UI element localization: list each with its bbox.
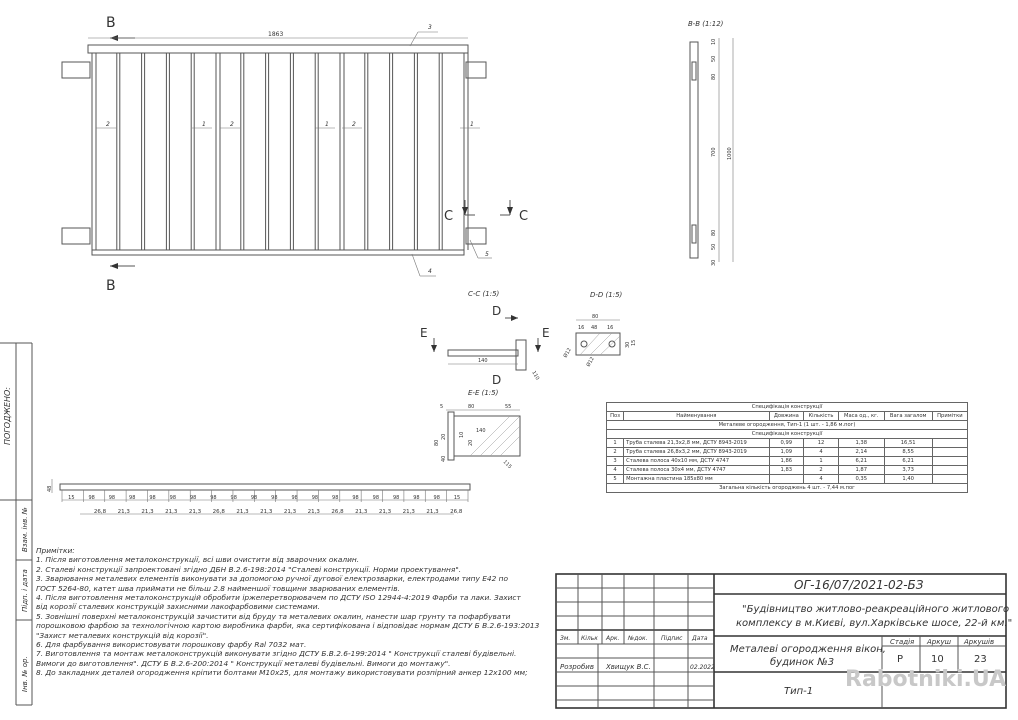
table-row — [607, 466, 968, 475]
table-cell: Труба сталева 21,3х2,8 мм, ДСТУ 8943-2019 — [624, 439, 769, 448]
cc-dim-140: 140 — [478, 358, 488, 364]
col-change: Зм. — [560, 635, 571, 642]
table-cell — [769, 475, 804, 484]
table-cell: 3 — [607, 457, 624, 466]
table-cell: 3,73 — [884, 466, 932, 475]
col-date: Дата — [692, 635, 708, 642]
bottom-low-dim: 21,3 — [165, 509, 178, 515]
table-cell: 1,86 — [769, 457, 804, 466]
doc-code: ОГ-16/07/2021-02-БЗ — [794, 578, 924, 592]
signature-date-label: Підп. і дата — [21, 569, 29, 612]
note-line: 3. Зварювання металевих елементів виконувати за допомогою ручної дугової електрозварки, електродами типу Е42 по — [36, 574, 509, 584]
replaced-inv-label: Взам. інв. № — [21, 507, 29, 552]
bottom-top-dim: 98 — [230, 495, 237, 501]
section-ee — [434, 389, 520, 470]
col-qty: Кільк — [581, 635, 598, 642]
notes-title: Примітки: — [36, 546, 75, 555]
bb-total-dim: 1000 — [727, 147, 733, 160]
sheets-value: 23 — [974, 654, 987, 665]
ee-dim-55: 55 — [505, 404, 512, 410]
bottom-top-dim: 98 — [149, 495, 156, 501]
table-cell: 4 — [607, 466, 624, 475]
bottom-low-dim: 21,3 — [378, 509, 392, 515]
developer-date: 02.2022 — [690, 664, 715, 671]
ee-dim-80v: 80 — [434, 439, 440, 446]
bottom-top-dim: 98 — [88, 495, 95, 501]
table-cell: 6,21 — [884, 457, 932, 466]
bottom-top-dim: 98 — [392, 495, 400, 501]
table-cell: 16,51 — [884, 439, 932, 448]
drawing-title-1: Металеві огородження вікон, — [730, 644, 886, 655]
section-cc-title: C-C (1:5) — [468, 290, 500, 298]
table-cell: 0,35 — [838, 475, 884, 484]
bb-dim-50b: 50 — [711, 243, 717, 250]
spec-footer: Загальна кількість огороджень 4 шт. - 7,44 м.пог — [607, 484, 968, 493]
table-cell: 1,87 — [838, 466, 884, 475]
bottom-top-dim: 98 — [271, 495, 278, 501]
sheet-label: Аркуш — [927, 638, 952, 646]
bb-dim-80b: 80 — [711, 229, 717, 236]
bb-dim-30: 30 — [711, 259, 717, 266]
callout-5: 5 — [485, 251, 489, 258]
spec-col-mass: Маса од., кг. — [838, 412, 884, 421]
section-e-left: E — [420, 326, 428, 340]
spec-col-len: Довжина — [769, 412, 804, 421]
note-line: 2. Сталеві конструкції запроектовані згідно ДБН В.2.6-198:2014 "Сталеві конструкції. Норми проектування". — [36, 564, 462, 574]
table-row — [607, 457, 968, 466]
project-line-1: "Будівництво житлово-реакреаційного житлового — [742, 604, 1010, 615]
table-cell: 2 — [607, 448, 624, 457]
bb-dim-80: 80 — [711, 73, 717, 80]
note-line: 7. Виготовлення та монтаж металоконструкцій виконувати згідно ДСТУ Б.В.2.6-199:2014 " Конструкції сталеві будівельні. — [36, 649, 517, 659]
spec-col-total: Вага загалом — [884, 412, 932, 421]
table-cell: 5 — [607, 475, 624, 484]
table-cell: 2 — [804, 466, 839, 475]
bottom-low-dim: 26,8 — [331, 509, 344, 515]
note-line: 1. Після виготовлення металоконструкції, всі шви очистити від зварочних окалин. — [36, 555, 360, 565]
dd-dim-48: 48 — [591, 325, 598, 331]
drawing-title-2: будинок №3 — [770, 657, 835, 668]
table-cell: 4 — [804, 448, 839, 457]
callout-3: 3 — [428, 24, 432, 31]
bb-dim-700: 700 — [711, 147, 717, 157]
section-c-left: C — [444, 209, 454, 224]
col-sign: Підпис — [661, 635, 683, 642]
section-bb-title: B-B (1:12) — [688, 20, 724, 28]
table-cell: 1,09 — [769, 448, 804, 457]
note-line: порошковою фарбою за технологічною картою виробника фарби, яка сертифікована і відповідає нормам ДСТУ Б В.2.6-193:2013 — [36, 621, 540, 631]
table-cell — [932, 448, 967, 457]
stage-label: Стадія — [890, 638, 915, 646]
bottom-top-dim: 98 — [291, 495, 298, 501]
note-line: 8. До закладних деталей огородження кріпити болтами М10х25, для монтажу використовувати розпірний анкер 12х100 мм; — [36, 668, 528, 678]
bottom-top-dim: 98 — [413, 495, 420, 501]
col-sheet: Арк. — [606, 635, 620, 642]
section-dd-title: D-D (1:5) — [590, 291, 623, 299]
original-inv-label: Інв. № ор. — [21, 656, 29, 692]
bottom-top-dim: 98 — [372, 495, 380, 501]
bottom-low-dim: 21,3 — [260, 509, 273, 515]
bottom-top-dim: 98 — [189, 495, 197, 501]
callout-two: 2 — [230, 121, 234, 128]
dd-diam-left: Ø12 — [562, 347, 573, 359]
dd-diam-right: Ø12 — [585, 356, 596, 368]
bottom-low-dim: 21,3 — [283, 509, 297, 515]
note-line: від корозії сталевих конструкцій захисними лакофарбовими системами. — [36, 602, 320, 612]
bb-dim-10: 10 — [711, 38, 717, 45]
dd-dim-30: 30 — [625, 341, 631, 348]
table-cell: 2,14 — [838, 448, 884, 457]
table-cell — [932, 475, 967, 484]
bottom-low-dim: 21,3 — [188, 509, 202, 515]
table-cell — [932, 439, 967, 448]
section-b-bottom: B — [106, 278, 116, 294]
note-line: 6. Для фарбування використовувати порошкову фарбу Ral 7032 мат. — [36, 640, 307, 650]
table-cell: Монтажна пластина 185х80 мм — [624, 475, 769, 484]
bottom-low-dim: 21,3 — [402, 509, 415, 515]
ee-dim-140: 140 — [476, 428, 486, 434]
bottom-top-dim: 98 — [169, 495, 177, 501]
dd-dim-80: 80 — [592, 314, 599, 320]
bottom-low-dim: 26,8 — [93, 509, 107, 515]
note-line: 5. Зовнішні поверхні металоконструкцій зачистити від бруду та металевих окалин, нанести шар грунту та пофарбувати — [36, 611, 511, 621]
side-stamp — [0, 343, 32, 705]
table-cell: 6,21 — [838, 457, 884, 466]
table-cell — [932, 457, 967, 466]
table-row — [607, 475, 968, 484]
bottom-low-dim: 26,8 — [450, 509, 463, 515]
table-cell: 1,83 — [769, 466, 804, 475]
bottom-top-dim: 15 — [68, 495, 75, 501]
table-cell: 1,38 — [838, 439, 884, 448]
bottom-top-dim: 98 — [332, 495, 339, 501]
note-line: "Захист металевих конструкцій від корозії". — [36, 630, 209, 640]
ee-dim-115: 115 — [501, 459, 513, 471]
section-e-right: E — [542, 326, 550, 340]
bb-dim-50: 50 — [711, 55, 717, 62]
spec-subtitle: Специфікація конструкції — [607, 430, 968, 439]
spec-group: Металеве огородження, Тип-1 (1 шт. - 1,86 м.пог) — [607, 421, 968, 430]
table-cell: 4 — [804, 475, 839, 484]
bottom-top-dim: 98 — [433, 495, 440, 501]
type-label: Тип-1 — [784, 686, 814, 697]
developer-name: Хвищук В.С. — [606, 663, 651, 671]
section-dd — [562, 291, 637, 368]
dd-dim-16b: 16 — [607, 325, 614, 331]
callout-one: 1 — [202, 121, 206, 128]
project-line-2: комплексу в м.Києві, вул.Харківське шосе, 22-й км." — [736, 618, 1013, 629]
spec-col-notes: Примітки — [932, 412, 967, 421]
bottom-low-dim: 21,3 — [236, 509, 249, 515]
bottom-top-dim: 98 — [210, 495, 217, 501]
spec-table — [606, 402, 968, 493]
bottom-top-dim: 98 — [311, 495, 319, 501]
callout-two: 2 — [352, 121, 356, 128]
ee-dim-40: 40 — [441, 455, 447, 462]
bottom-left-dim: 48 — [47, 485, 53, 492]
callout-4: 4 — [428, 268, 432, 275]
table-cell: 8,55 — [884, 448, 932, 457]
spec-col-qty: Кількість — [804, 412, 839, 421]
sheets-label: Аркушів — [964, 638, 995, 646]
cc-dim-110: 110 — [530, 370, 541, 382]
section-d-bottom: D — [492, 373, 502, 387]
notes-block — [36, 546, 556, 678]
ee-dim-10: 10 — [459, 431, 465, 438]
section-bb — [688, 20, 733, 266]
sheet-value: 10 — [931, 654, 944, 665]
section-c-right: C — [519, 209, 529, 224]
bottom-low-dim: 21,3 — [307, 509, 320, 515]
spec-col-name: Найменування — [624, 412, 769, 421]
section-ee-title: E-E (1:5) — [468, 389, 499, 397]
section-cc — [420, 290, 550, 387]
table-row — [607, 448, 968, 457]
note-line: Вимоги до виготовлення". ДСТУ Б В.2.6-200:2014 " Конструкції металеві будівельні. Вимоги до монтажу". — [36, 658, 451, 668]
bottom-plan — [47, 479, 470, 515]
bottom-top-dim: 98 — [352, 495, 359, 501]
bottom-top-dim: 98 — [108, 495, 116, 501]
bottom-top-dim: 98 — [129, 495, 136, 501]
table-cell: 1 — [607, 439, 624, 448]
spec-col-pos: Поз — [607, 412, 624, 421]
bottom-low-dim: 21,3 — [117, 509, 130, 515]
table-cell: 1,40 — [884, 475, 932, 484]
developer-role: Розробив — [560, 663, 594, 671]
col-doc: №док. — [628, 635, 648, 642]
note-line: ГОСТ 5264-80, катет шва приймати не більш 2.8 найменшої товщини зварюваних елементів. — [36, 583, 400, 593]
bottom-top-dim: 98 — [250, 495, 258, 501]
table-cell: Труба сталева 26,8х3,2 мм, ДСТУ 8943-2019 — [624, 448, 769, 457]
table-cell: 12 — [804, 439, 839, 448]
approved-label: ПОГОДЖЕНО: — [3, 387, 12, 445]
ee-dim-80: 80 — [468, 404, 475, 410]
ee-dim-5: 5 — [440, 404, 444, 410]
table-row — [607, 439, 968, 448]
title-block — [556, 574, 1012, 708]
ee-dim-20b: 20 — [468, 439, 474, 446]
callout-two: 2 — [106, 121, 110, 128]
dd-dim-16a: 16 — [578, 325, 585, 331]
ee-dim-20a: 20 — [441, 433, 447, 440]
dd-dim-15: 15 — [631, 339, 637, 346]
table-cell — [932, 466, 967, 475]
note-line: 4. Після виготовлення металоконструкцій обробити іржеперетворювачем по ДСТУ ISO 12944-4:2019 Фарби та лаки. Захист — [36, 593, 521, 603]
callout-one: 1 — [470, 121, 474, 128]
bottom-low-dim: 21,3 — [141, 509, 154, 515]
section-d-top: D — [492, 304, 502, 318]
bottom-low-dim: 21,3 — [426, 509, 439, 515]
bottom-low-dim: 26,8 — [212, 509, 225, 515]
table-cell: 0,99 — [769, 439, 804, 448]
spec-title: Специфікація конструкції — [607, 403, 968, 412]
bottom-top-dim: 15 — [453, 495, 461, 501]
section-b-top: B — [106, 15, 116, 31]
table-cell: 1 — [804, 457, 839, 466]
table-cell: Сталева полоса 40х10 мм, ДСТУ 4747 — [624, 457, 769, 466]
main-elevation — [62, 15, 528, 294]
watermark: Rabotniki.UA — [845, 667, 1007, 692]
stage-value: Р — [897, 654, 904, 665]
overall-width-dim: 1863 — [268, 31, 284, 38]
callout-one: 1 — [325, 121, 329, 128]
table-cell: Сталева полоса 30х4 мм, ДСТУ 4747 — [624, 466, 769, 475]
bottom-low-dim: 21,3 — [355, 509, 368, 515]
